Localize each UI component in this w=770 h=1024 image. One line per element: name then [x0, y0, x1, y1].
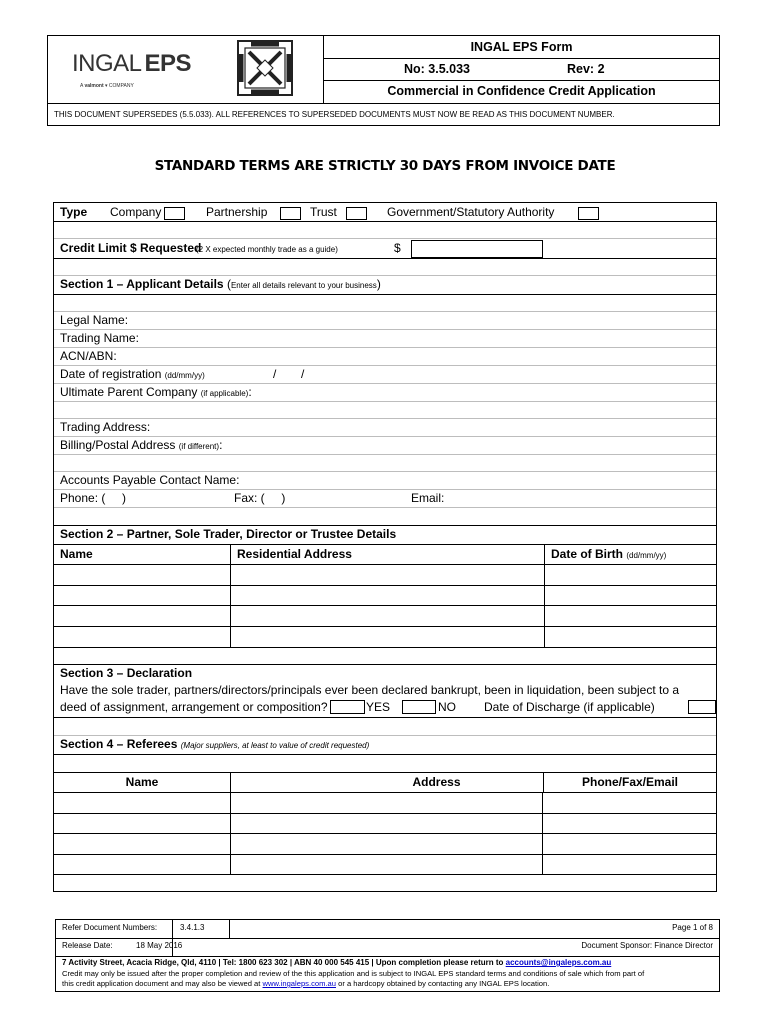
- section2-cell[interactable]: [545, 606, 716, 627]
- credit-limit-hint: (2 X expected monthly trade as a guide): [196, 245, 338, 254]
- section2-cell[interactable]: [54, 586, 231, 606]
- type-company-label: Company: [110, 205, 162, 219]
- section1-hint: Enter all details relevant to your business: [230, 281, 377, 290]
- declaration-no-label: NO: [438, 700, 456, 714]
- credit-limit-row: [54, 239, 716, 259]
- section4-cell[interactable]: [543, 814, 716, 834]
- logo-cell: [48, 36, 324, 103]
- footer-note-2b: or a hardcopy obtained by contacting any INGAL EPS location.: [338, 979, 550, 988]
- section4-cell[interactable]: [231, 834, 543, 855]
- footer-ref-label: Refer Document Numbers:: [62, 923, 158, 932]
- section4-title: Section 4 – Referees: [60, 737, 178, 751]
- parent-company-label: Ultimate Parent Company: [60, 385, 198, 399]
- footer-release-label: Release Date:: [62, 941, 113, 950]
- section2-table: [54, 544, 716, 648]
- declaration-yes-checkbox[interactable]: [330, 700, 365, 714]
- trading-address-label: Trading Address:: [60, 420, 151, 434]
- spacer-row: [54, 647, 716, 665]
- form-number-row: [324, 59, 719, 81]
- section2-cell[interactable]: [231, 565, 545, 586]
- section4-table: [54, 772, 716, 875]
- declaration-question: Have the sole trader, partners/directors/principals ever been declared bankrupt, been in liquidation, been subject to a: [60, 683, 680, 697]
- logo-sub-company: COMPANY: [108, 83, 134, 89]
- footer-ref-value: 3.4.1.3: [180, 923, 205, 932]
- form-revision: Rev: 2: [567, 62, 605, 76]
- credit-dollar-sign: $: [394, 241, 401, 255]
- section4-cell[interactable]: [231, 855, 543, 875]
- section1-title: Section 1 – Applicant Details: [60, 277, 224, 291]
- section4-hint: (Major suppliers, at least to value of credit requested): [180, 741, 370, 750]
- section2-cell[interactable]: [545, 627, 716, 648]
- type-trust-label: Trust: [310, 205, 337, 219]
- phone-field[interactable]: Phone: ( ): [60, 491, 127, 505]
- spacer-row: [54, 508, 716, 526]
- footer-release-date: 18 May 2016: [136, 941, 183, 950]
- document-title: Commercial in Confidence Credit Application: [387, 84, 656, 98]
- date-slash-1: /: [273, 367, 277, 381]
- parent-company-hint: (if applicable): [200, 389, 249, 398]
- dob-hint: (dd/mm/yy): [626, 551, 667, 560]
- section3-header: [54, 665, 716, 682]
- spacer-row: [54, 718, 716, 736]
- logo-text-ingal: INGAL: [72, 50, 142, 77]
- contact-phone-row: [54, 490, 716, 508]
- type-label: Type: [60, 205, 88, 219]
- logo-sub-a: A: [80, 83, 84, 89]
- spacer-row: [54, 455, 716, 472]
- section4-cell[interactable]: [54, 834, 231, 855]
- footer-note-1: Credit may only be issued after the proper completion and review of the this application and is subject to INGAL EPS standard terms and conditions of sale which from part of: [62, 969, 645, 978]
- type-partnership-label: Partnership: [206, 205, 268, 219]
- billing-address-field[interactable]: [54, 437, 716, 455]
- legal-name-label: Legal Name:: [60, 313, 129, 327]
- footer-note-2a: this credit application document and may also be viewed at: [62, 979, 261, 988]
- billing-colon: :: [219, 438, 223, 452]
- section2-cell[interactable]: [545, 586, 716, 606]
- valmont-mark-icon: ▾: [105, 83, 108, 89]
- credit-application-form: [53, 202, 717, 892]
- supersedes-notice: THIS DOCUMENT SUPERSEDES (5.5.033). ALL REFERENCES TO SUPERSEDED DOCUMENTS MUST NOW BE READ AS THIS DOCUMENT NUMBER.: [48, 103, 719, 126]
- acn-abn-field[interactable]: [54, 348, 716, 366]
- section2-cell[interactable]: [54, 565, 231, 586]
- credit-limit-input[interactable]: [411, 240, 543, 258]
- logo-text-eps: EPS: [144, 50, 192, 77]
- ap-contact-label: Accounts Payable Contact Name:: [60, 473, 240, 487]
- spacer-row: [54, 295, 716, 312]
- document-footer: [55, 919, 720, 992]
- section2-cell[interactable]: [545, 565, 716, 586]
- section2-header: [54, 526, 716, 544]
- logo-sub-valmont: valmont: [84, 83, 104, 89]
- billing-address-hint: (if different): [178, 442, 220, 451]
- discharge-date-label: Date of Discharge (if applicable): [484, 700, 655, 714]
- spacer-row: [54, 755, 716, 772]
- section1-hint-open: (: [226, 277, 231, 291]
- date-slash-2: /: [301, 367, 305, 381]
- type-government-label: Government/Statutory Authority: [387, 205, 555, 219]
- section2-col-name: Name: [54, 545, 231, 565]
- page-title: STANDARD TERMS ARE STRICTLY 30 DAYS FROM INVOICE DATE: [154, 158, 616, 174]
- section4-cell[interactable]: [54, 793, 231, 814]
- type-trust-checkbox[interactable]: [346, 207, 367, 220]
- company-logo: [72, 50, 191, 78]
- date-reg-format: (dd/mm/yy): [164, 371, 205, 380]
- trading-address-field[interactable]: [54, 419, 716, 437]
- section3-title: Section 3 – Declaration: [60, 666, 193, 680]
- section4-col-name: Name: [54, 773, 231, 793]
- footer-page-number: Page 1 of 8: [672, 923, 713, 932]
- legal-name-field[interactable]: [54, 312, 716, 330]
- section4-cell[interactable]: [543, 834, 716, 855]
- form-number: No: 3.5.033: [404, 62, 471, 76]
- section4-cell[interactable]: [543, 793, 716, 814]
- parent-colon: :: [248, 385, 252, 399]
- section2-col-address: Residential Address: [231, 545, 545, 565]
- fax-field[interactable]: Fax: ( ): [234, 491, 286, 505]
- section2-cell[interactable]: [231, 606, 545, 627]
- section2-col-dob: [545, 545, 716, 565]
- section4-col-address: Address: [231, 773, 643, 793]
- section1-hint-close: ): [376, 277, 381, 291]
- declaration-yes-label: YES: [366, 700, 391, 714]
- acn-abn-label: ACN/ABN:: [60, 349, 117, 363]
- type-company-checkbox[interactable]: [164, 207, 185, 220]
- billing-address-label: Billing/Postal Address: [60, 438, 176, 452]
- footer-email-link[interactable]: accounts@ingaleps.com.au: [505, 958, 612, 967]
- declaration-line2: [54, 699, 716, 718]
- ap-contact-field[interactable]: [54, 472, 716, 490]
- section2-cell[interactable]: [231, 627, 545, 648]
- trading-name-field[interactable]: [54, 330, 716, 348]
- type-row: [54, 203, 716, 222]
- declaration-no-checkbox[interactable]: [402, 700, 436, 714]
- type-partnership-checkbox[interactable]: [280, 207, 301, 220]
- footer-note-2: [62, 978, 549, 989]
- section2-cell[interactable]: [54, 606, 231, 627]
- dob-label: Date of Birth: [551, 547, 623, 561]
- trading-name-label: Trading Name:: [60, 331, 139, 345]
- ingal-eps-seal-icon: [237, 40, 293, 96]
- section4-header: [54, 736, 716, 755]
- footer-divider: [229, 920, 230, 938]
- footer-web-link[interactable]: www.ingaleps.com.au: [262, 979, 336, 988]
- email-field[interactable]: Email:: [411, 491, 445, 505]
- declaration-line1: [54, 682, 716, 699]
- section2-cell[interactable]: [54, 627, 231, 648]
- footer-sponsor: Document Sponsor: Finance Director: [581, 941, 713, 950]
- section4-cell[interactable]: [231, 793, 543, 814]
- footer-address-text: 7 Activity Street, Acacia Ridge, Qld, 4110 | Tel: 1800 623 302 | ABN 40 000 545 415 | Upon completion please return to: [62, 958, 504, 967]
- section4-col-phone: Phone/Fax/Email: [543, 773, 716, 793]
- section4-cell[interactable]: [54, 814, 231, 834]
- discharge-date-input[interactable]: [688, 700, 716, 714]
- type-government-checkbox[interactable]: [578, 207, 599, 220]
- credit-limit-label: Credit Limit $ Requested: [60, 241, 202, 255]
- spacer-row: [54, 259, 716, 276]
- section2-title: Section 2 – Partner, Sole Trader, Director or Trustee Details: [60, 527, 397, 541]
- section4-cell[interactable]: [543, 855, 716, 875]
- document-header: [47, 35, 720, 126]
- section1-header: [54, 276, 716, 295]
- spacer-row: [54, 402, 716, 419]
- logo-subline: [80, 83, 134, 89]
- date-reg-label: Date of registration: [60, 367, 162, 381]
- declaration-question-cont: deed of assignment, arrangement or composition?: [60, 700, 328, 714]
- parent-company-field[interactable]: [54, 384, 716, 402]
- date-of-registration-field[interactable]: [54, 366, 716, 384]
- section2-cell[interactable]: [231, 586, 545, 606]
- section4-cell[interactable]: [231, 814, 543, 834]
- section4-cell[interactable]: [54, 855, 231, 875]
- form-title: INGAL EPS Form: [324, 36, 719, 59]
- spacer-row: [54, 222, 716, 239]
